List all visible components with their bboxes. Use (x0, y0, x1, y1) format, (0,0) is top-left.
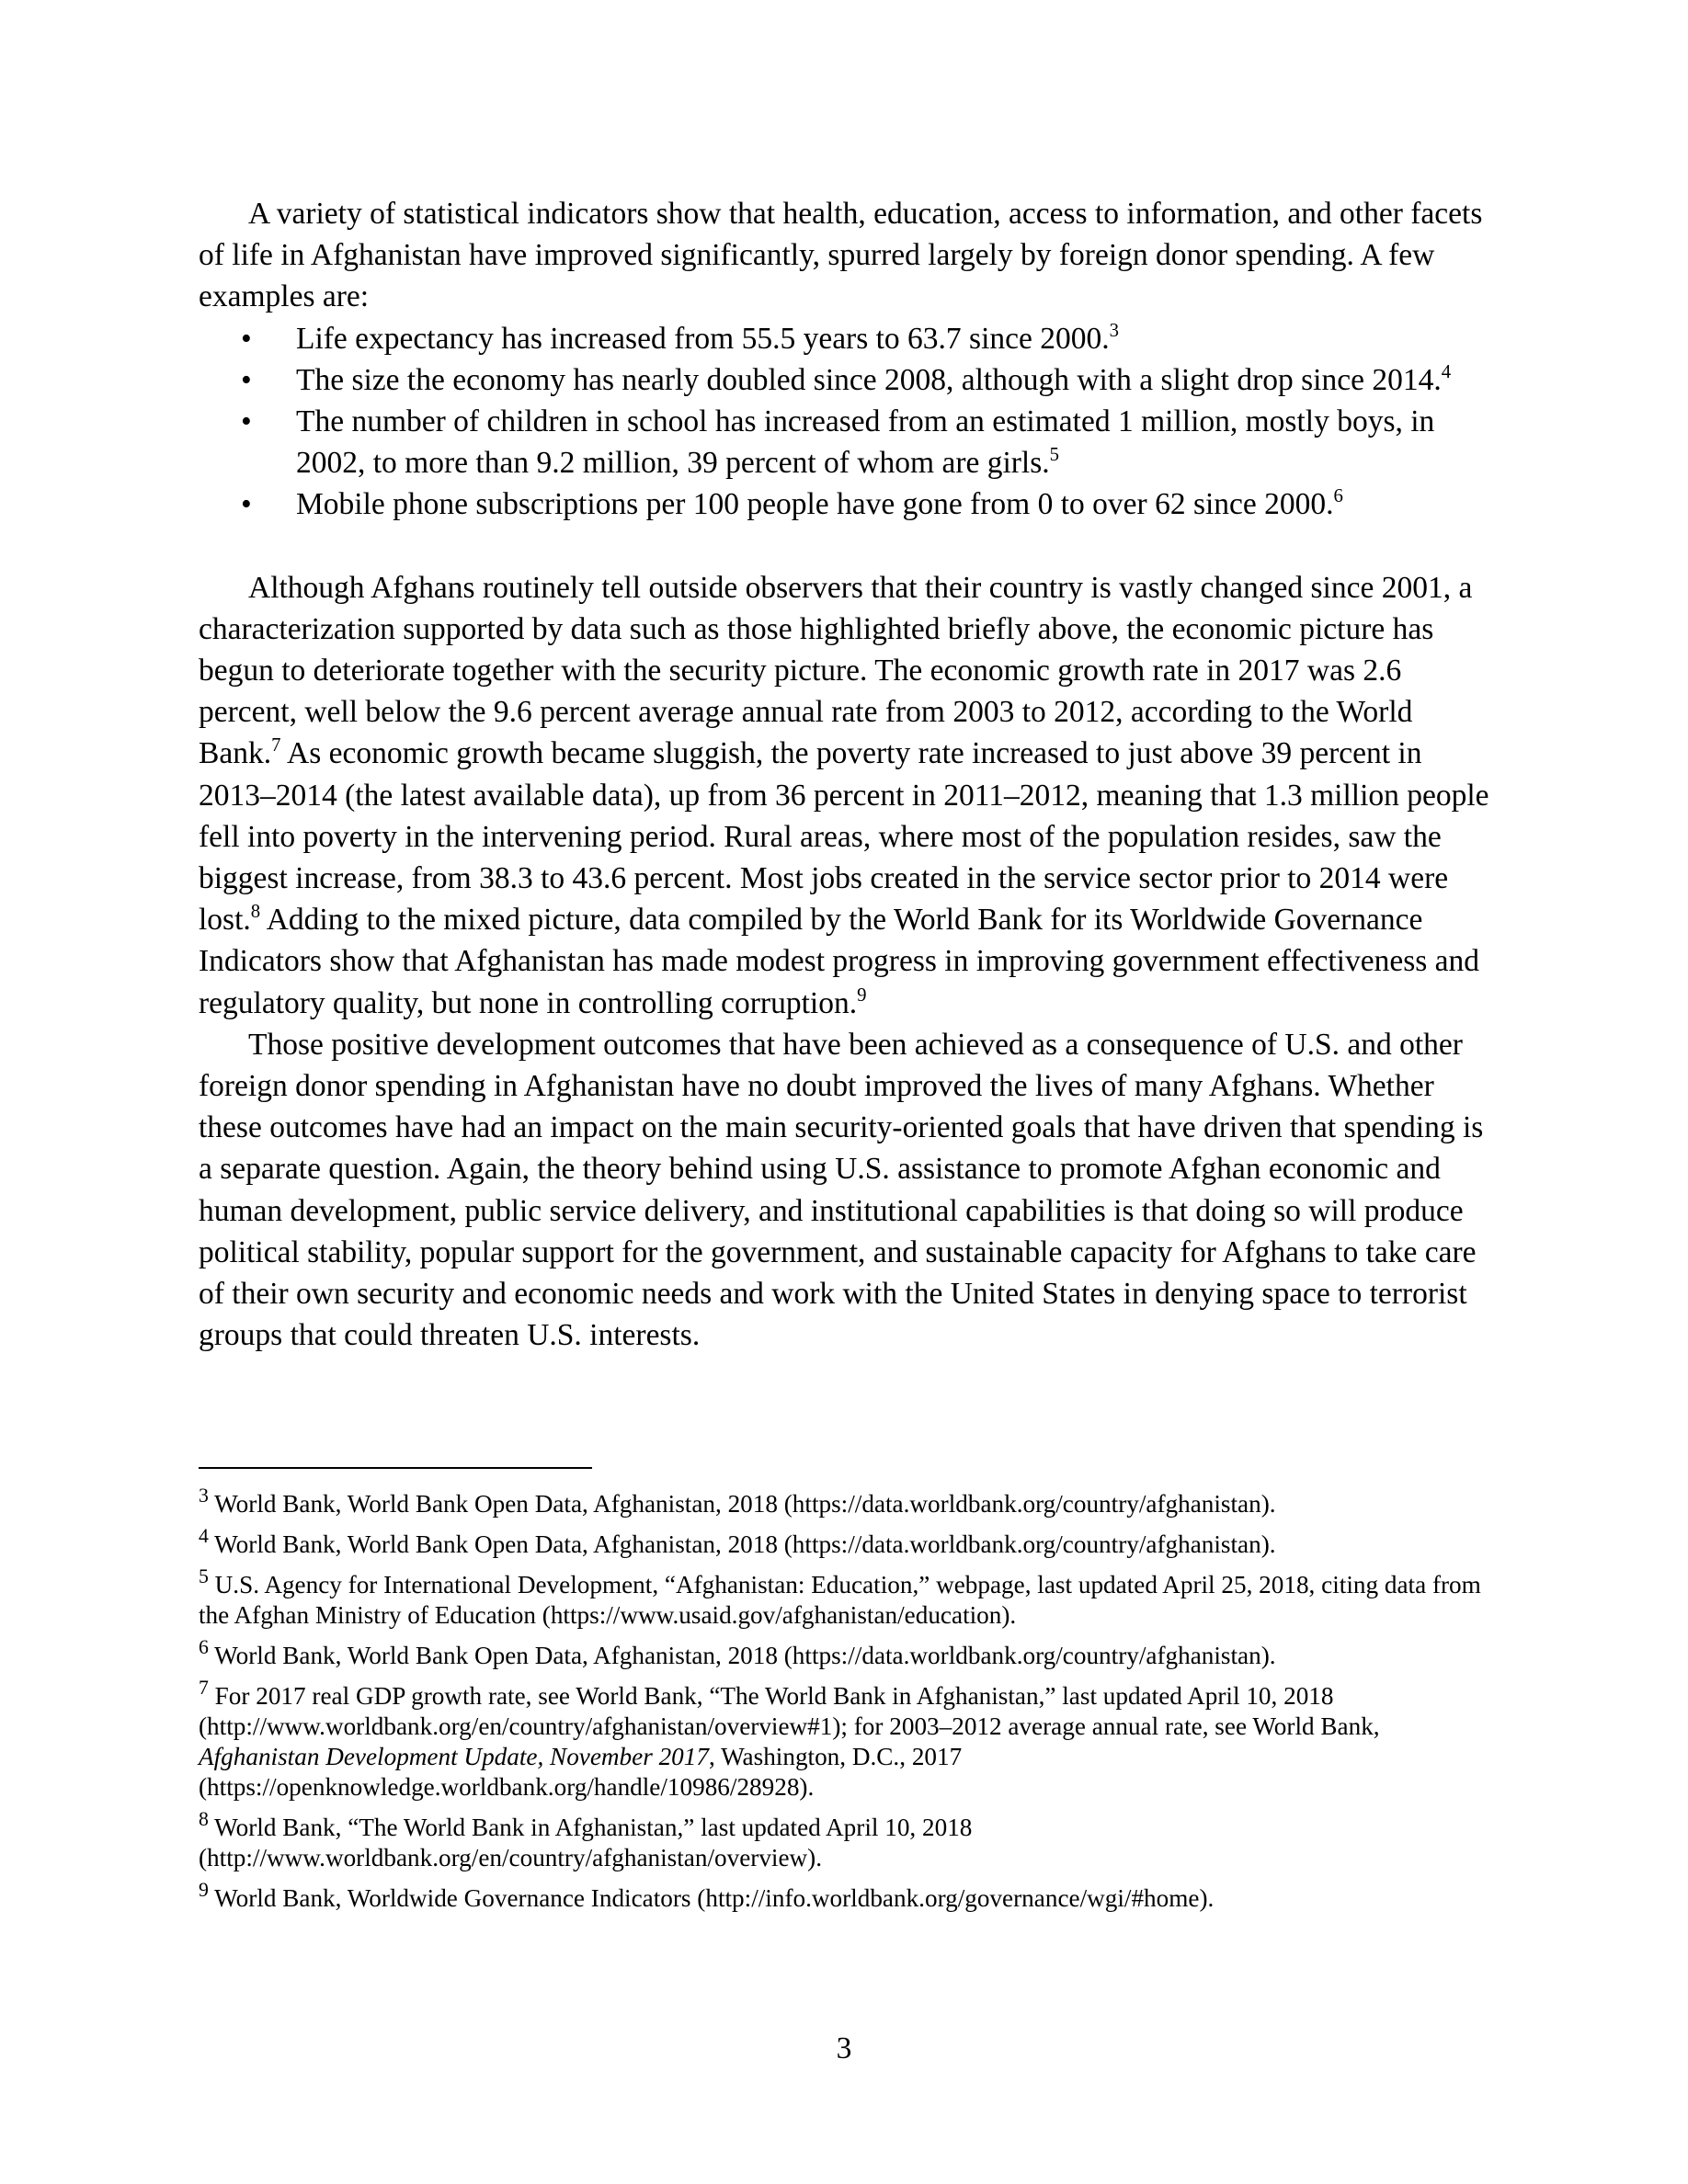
footnote-separator (199, 1467, 592, 1469)
outcomes-paragraph: Those positive development outcomes that have been achieved as a consequence of U.S. and other foreign donor spending in Afghanistan have no doubt improved the lives of many Afghans. Whether these outcomes have had an impact on the main security-oriented goals that have driven that spending is a separate question. Again, the theory behind using U.S. assistance to promote Afghan economic and human development, public service delivery, and institutional capabilities is that doing so will produce political stability, popular support for the government, and sustainable capacity for Afghans to take care of their own security and economic needs and work with the United States in denying space to terrorist groups that could threaten U.S. interests. (199, 1027, 1484, 1353)
paragraph-spacer (199, 526, 1495, 567)
bullet-icon: • (241, 321, 252, 356)
footnote-number: 6 (199, 1636, 209, 1659)
bullet-icon: • (241, 487, 252, 522)
footnote-number: 7 (199, 1677, 209, 1700)
list-item: • Mobile phone subscriptions per 100 people have gone from 0 to over 62 since 2000.$^6$ (296, 483, 1495, 525)
list-item: • Life expectancy has increased from 55.5 years to 63.7 since 2000.$^3$ (296, 318, 1495, 359)
list-item: • The size the economy has nearly doubled since 2008, although with a slight drop since 2014.$^4$ (296, 359, 1495, 401)
footnote-ref: 8 (250, 901, 261, 923)
footnote-number: 4 (199, 1525, 209, 1548)
footnote-5: $^5$ U.S. Agency for International Development, “Afghanistan: Education,” webpage, last updated April 25, 2018, citing data from the Afghan Ministry of Education (https://www.usaid.gov/afghanistan/education). (199, 1565, 1481, 1629)
footnote-number: 5 (199, 1565, 209, 1588)
examples-list (199, 318, 1495, 526)
report-title: Afghanistan Development Update, November 2017 (199, 1743, 709, 1770)
footnote-number: 9 (199, 1879, 209, 1902)
footnote-ref: 4 (1441, 360, 1452, 382)
footnote-9: $^9$ World Bank, Worldwide Governance Indicators (http://info.worldbank.org/governance/wgi/#home). (199, 1879, 1215, 1912)
bullet-icon: • (241, 362, 252, 397)
footnote-6: $^6$ World Bank, World Bank Open Data, Afghanistan, 2018 (https://data.worldbank.org/country/afghanistan). (199, 1636, 1276, 1669)
footnote-4: $^4$ World Bank, World Bank Open Data, Afghanistan, 2018 (https://data.worldbank.org/country/afghanistan). (199, 1525, 1276, 1558)
intro-paragraph: A variety of statistical indicators show that health, education, access to information, and other facets of life in Afghanistan have improved significantly, spurred largely by foreign donor spending. A few examples are: (199, 197, 1483, 314)
footnote-8: $^8$ World Bank, “The World Bank in Afghanistan,” last updated April 10, 2018 (http://www.worldbank.org/en/country/afghanistan/overview). (199, 1808, 973, 1871)
footnotes (199, 1484, 1495, 1924)
page-number: 3 (836, 2031, 852, 2065)
footnote-ref: 6 (1333, 485, 1343, 507)
footnote-3: $^3$ World Bank, World Bank Open Data, Afghanistan, 2018 (https://data.worldbank.org/country/afghanistan). (199, 1484, 1276, 1518)
footnote-ref: 9 (857, 984, 867, 1006)
footnote-number: 8 (199, 1808, 209, 1831)
footnote-ref: 5 (1049, 444, 1060, 466)
economy-paragraph: Although Afghans routinely tell outside observers that their country is vastly changed since 2001, a characterization supported by data such as those highlighted briefly above, the economic picture has begun to deteriorate together with the security picture. The economic growth rate in 2017 was 2.6 percent, well below the 9.6 percent average annual rate from 2003 to 2012, according to the World Bank.$^7$ As economic growth became sluggish, the poverty rate increased to just above 39 percent in 2013–2014 (the latest available data), up from 36 percent in 2011–2012, meaning that 1.3 million people fell into poverty in the intervening period. Rural areas, where most of the population resides, saw the biggest increase, from 38.3 to 43.6 percent. Most jobs created in the service sector prior to 2014 were lost.$^8$ Adding to the mixed picture, data compiled by the World Bank for its Worldwide Governance Indicators show that Afghanistan has made modest progress in improving government effectiveness and regulatory quality, but none in controlling corruption.$^9$ (199, 570, 1489, 1020)
footnote-7: $^7$ For 2017 real GDP growth rate, see World Bank, “The World Bank in Afghanistan,” last updated April 10, 2018 (http://www.worldbank.org/en/country/afghanistan/overview#1); for 2003–2012 average annual rate, see World Bank, Afghanistan Development Update, November 2017, Washington, D.C., 2017 (https://openknowledge.worldbank.org/handle/10986/28928). (199, 1677, 1380, 1801)
footnote-ref: 3 (1109, 319, 1120, 341)
body-text (199, 193, 1495, 1356)
list-item: • The number of children in school has increased from an estimated 1 million, mostly boys, in 2002, to more than 9.2 million, 39 percent of whom are girls.$^5$ (296, 401, 1495, 483)
footnote-ref: 7 (271, 734, 281, 756)
bullet-icon: • (241, 404, 252, 439)
footnote-number: 3 (199, 1484, 209, 1507)
